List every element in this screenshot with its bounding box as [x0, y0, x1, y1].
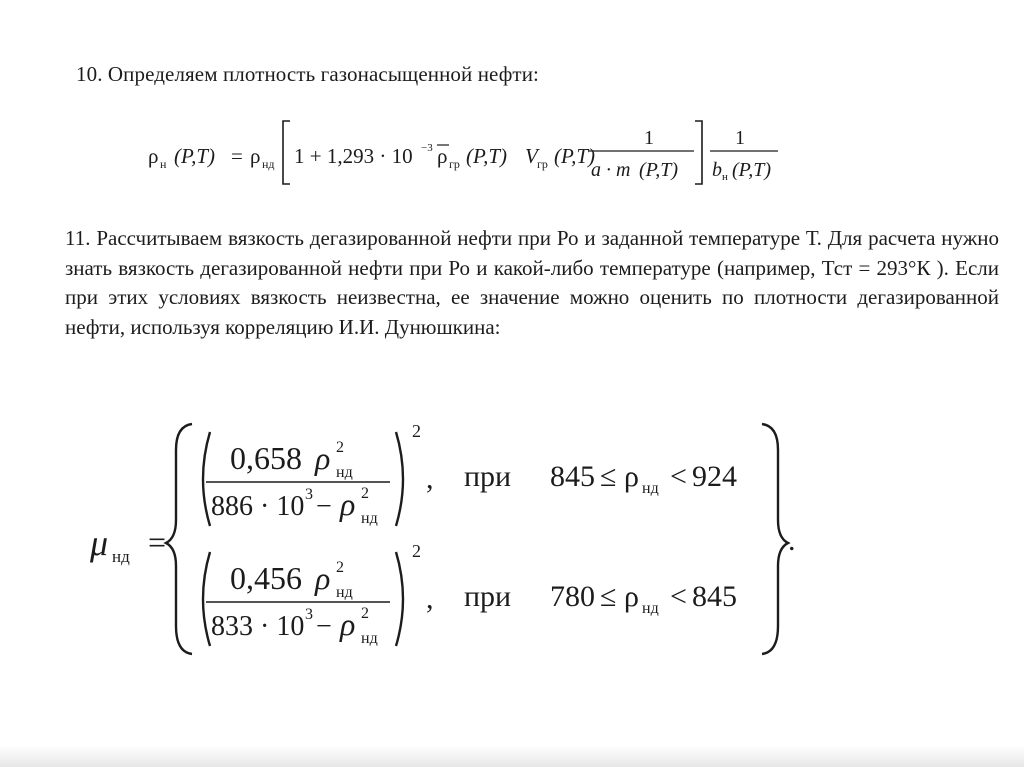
svg-text:нд: нд	[361, 510, 378, 527]
svg-text:гр: гр	[537, 157, 548, 171]
svg-text:нд: нд	[642, 480, 659, 497]
svg-text:≤: ≤	[600, 580, 617, 613]
svg-text:1: 1	[644, 127, 654, 149]
svg-text:924: 924	[692, 460, 737, 493]
svg-text:(P,T): (P,T)	[639, 159, 679, 181]
svg-text:н: н	[722, 171, 728, 183]
left-square-bracket	[283, 121, 290, 184]
svg-text:−3: −3	[421, 142, 433, 154]
svg-text:,: ,	[426, 582, 434, 615]
svg-text:при: при	[464, 580, 512, 613]
svg-text:ρ: ρ	[315, 440, 331, 476]
svg-text:0,658: 0,658	[230, 440, 302, 476]
formula1-outer-fraction	[710, 127, 778, 183]
svg-text:2: 2	[336, 439, 344, 456]
svg-text:−: −	[316, 611, 332, 642]
svg-text:нд: нд	[336, 584, 353, 601]
svg-text:886 · 10: 886 · 10	[211, 491, 305, 522]
case-1	[203, 421, 737, 527]
item-11-paragraph: 11. Рассчитываем вязкость дегазированной нефти при Ро и заданной температуре Т. Для расчета нужно знать вязкость дегазированной нефти при Ро и какой-либо температуре (например, Тст = 293°К ). Если при этих условиях вязкость неизвестна, ее значение можно оценить по плотности дегазированной нефти, используя корреляцию И.И. Дунюшкина:	[65, 226, 999, 339]
formula-period: .	[788, 524, 796, 557]
svg-text:ρ: ρ	[340, 606, 356, 642]
svg-text:ρ: ρ	[315, 560, 331, 596]
svg-text:(P,T): (P,T)	[732, 159, 772, 181]
svg-text:3: 3	[305, 606, 313, 623]
svg-text:2: 2	[361, 485, 369, 502]
svg-text:нд: нд	[262, 157, 275, 171]
svg-text:μ: μ	[90, 523, 109, 563]
slide-bottom-shadow	[0, 745, 1024, 767]
formula-dunyushkin-correlation	[90, 410, 810, 660]
svg-text:ρ: ρ	[340, 486, 356, 522]
svg-text:<: <	[670, 580, 687, 613]
svg-text:при: при	[464, 460, 512, 493]
svg-text:ρ: ρ	[148, 144, 159, 168]
svg-text:<: <	[670, 460, 687, 493]
svg-text:1 + 1,293 · 10: 1 + 1,293 · 10	[294, 144, 413, 168]
svg-text:2: 2	[361, 605, 369, 622]
svg-text:ρ: ρ	[437, 144, 448, 168]
right-curly-brace	[762, 424, 788, 654]
svg-text:ρ: ρ	[624, 580, 639, 613]
svg-text:2: 2	[412, 541, 421, 561]
left-curly-brace	[166, 424, 192, 654]
formula-gas-saturated-oil-density	[148, 118, 788, 190]
svg-text:845: 845	[692, 580, 737, 613]
svg-text:н: н	[160, 157, 167, 171]
svg-text:780: 780	[550, 580, 595, 613]
svg-text:(P,T): (P,T)	[466, 144, 508, 168]
case-2	[203, 541, 737, 647]
svg-text:=: =	[231, 144, 243, 168]
svg-text:,: ,	[426, 462, 434, 495]
svg-text:(P,T): (P,T)	[174, 144, 216, 168]
svg-text:−: −	[316, 491, 332, 522]
formula1-lhs	[148, 144, 275, 171]
svg-text:3: 3	[305, 486, 313, 503]
svg-text:(P,T): (P,T)	[554, 144, 596, 168]
svg-text:2: 2	[412, 421, 421, 441]
mu-lhs	[89, 523, 166, 566]
svg-text:нд: нд	[642, 600, 659, 617]
svg-text:нд: нд	[361, 630, 378, 647]
formula1-bracket-content	[294, 127, 694, 181]
svg-text:a · m: a · m	[591, 159, 631, 181]
svg-text:0,456: 0,456	[230, 560, 302, 596]
svg-text:≤: ≤	[600, 460, 617, 493]
svg-text:1: 1	[735, 127, 745, 149]
svg-text:833 · 10: 833 · 10	[211, 611, 305, 642]
svg-text:нд: нд	[112, 547, 130, 566]
svg-text:нд: нд	[336, 464, 353, 481]
svg-text:ρ: ρ	[250, 144, 261, 168]
svg-text:ρ: ρ	[624, 460, 639, 493]
svg-text:b: b	[712, 159, 722, 181]
right-square-bracket	[695, 121, 702, 184]
svg-text:2: 2	[336, 559, 344, 576]
svg-text:V: V	[525, 144, 538, 168]
svg-text:845: 845	[550, 460, 595, 493]
svg-text:гр: гр	[449, 157, 460, 171]
svg-text:=: =	[148, 524, 167, 560]
item-10-heading: 10. Определяем плотность газонасыщенной нефти:	[76, 62, 539, 86]
